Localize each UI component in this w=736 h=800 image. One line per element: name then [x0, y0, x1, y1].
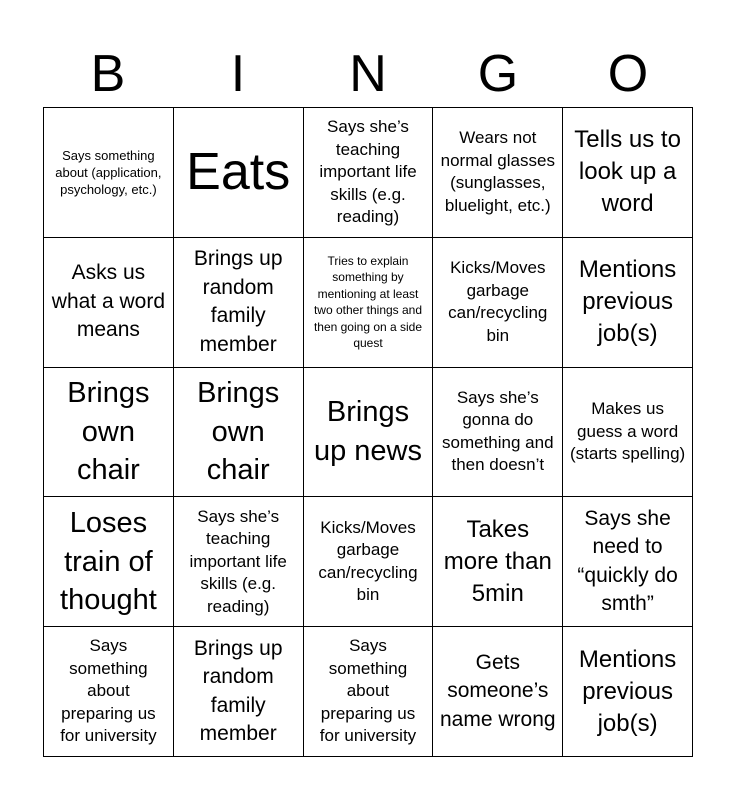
header-letter-n: N — [349, 45, 387, 103]
bingo-cell-text: Says she’s gonna do something and then doesn’t — [442, 387, 554, 475]
bingo-cell-text: Tries to explain something by mentioning at least two other things and then going on a side quest — [313, 253, 423, 351]
header-letter-b: B — [90, 45, 126, 103]
bingo-cell[interactable] — [433, 108, 563, 238]
bingo-cell[interactable] — [174, 627, 304, 757]
bingo-header — [43, 44, 693, 104]
bingo-cell[interactable] — [304, 497, 434, 627]
bingo-cell[interactable] — [433, 627, 563, 757]
bingo-cell[interactable] — [563, 627, 693, 757]
bingo-cell[interactable] — [174, 238, 304, 368]
header-letter-o: O — [607, 45, 649, 103]
bingo-cell[interactable] — [174, 497, 304, 627]
bingo-cell-text: Mentions previous job(s) — [578, 645, 677, 737]
bingo-cell-text: Kicks/Moves garbage can/recycling bin — [318, 517, 418, 605]
bingo-cell-text: Kicks/Moves garbage can/recycling bin — [448, 258, 548, 345]
bingo-cell-text: Gets someone’s name wrong — [440, 650, 556, 731]
bingo-cell[interactable] — [304, 108, 434, 238]
bingo-cell-text: Mentions previous job(s) — [578, 256, 677, 348]
bingo-cell[interactable] — [44, 368, 174, 498]
bingo-cell-text: Says something about preparing us for university — [319, 636, 417, 746]
bingo-cell-text: Takes more than 5min — [443, 515, 552, 607]
header-letter-g: G — [477, 45, 519, 103]
bingo-cell-text: Says something about (application, psychology, etc.) — [55, 147, 162, 197]
bingo-cell-text: Brings own chair — [197, 377, 280, 487]
bingo-cell-text: Tells us to look up a word — [574, 126, 681, 218]
bingo-cell-text: Brings up random family member — [193, 636, 283, 746]
bingo-cell[interactable] — [433, 368, 563, 498]
bingo-cell-text: Says she’s teaching important life skills (e.g. reading) — [189, 506, 287, 616]
bingo-cell-text: Brings up news — [313, 396, 422, 467]
bingo-cell[interactable] — [563, 368, 693, 498]
bingo-cell-text: Makes us guess a word (starts spelling) — [569, 399, 686, 464]
bingo-cell-text: Says she’s teaching important life skills (e.g. reading) — [319, 117, 417, 227]
bingo-cell[interactable] — [44, 627, 174, 757]
bingo-cell-text: Eats — [186, 143, 291, 202]
bingo-cell[interactable] — [174, 368, 304, 498]
bingo-cell-text: Asks us what a word means — [51, 261, 166, 342]
bingo-cell-text: Brings own chair — [67, 377, 150, 487]
bingo-cell[interactable] — [174, 108, 304, 238]
bingo-cell-text: Says something about preparing us for university — [60, 636, 157, 746]
bingo-cell[interactable] — [433, 238, 563, 368]
bingo-cell-text: Wears not normal glasses (sunglasses, bluelight, etc.) — [440, 128, 555, 215]
bingo-cell[interactable] — [44, 108, 174, 238]
bingo-cell[interactable] — [563, 497, 693, 627]
bingo-cell[interactable] — [304, 238, 434, 368]
bingo-cell[interactable] — [304, 368, 434, 498]
bingo-cell[interactable] — [563, 108, 693, 238]
bingo-cell[interactable] — [44, 238, 174, 368]
header-letter-i: I — [230, 45, 246, 103]
bingo-cell-text: Loses train of thought — [60, 507, 157, 617]
bingo-cell[interactable] — [433, 497, 563, 627]
bingo-cell-text: Says she need to “quickly do smth” — [577, 506, 678, 616]
bingo-cell[interactable] — [563, 238, 693, 368]
bingo-grid — [43, 107, 693, 757]
bingo-cell-text: Brings up random family member — [193, 247, 283, 356]
bingo-cell[interactable] — [304, 627, 434, 757]
bingo-cell[interactable] — [44, 497, 174, 627]
